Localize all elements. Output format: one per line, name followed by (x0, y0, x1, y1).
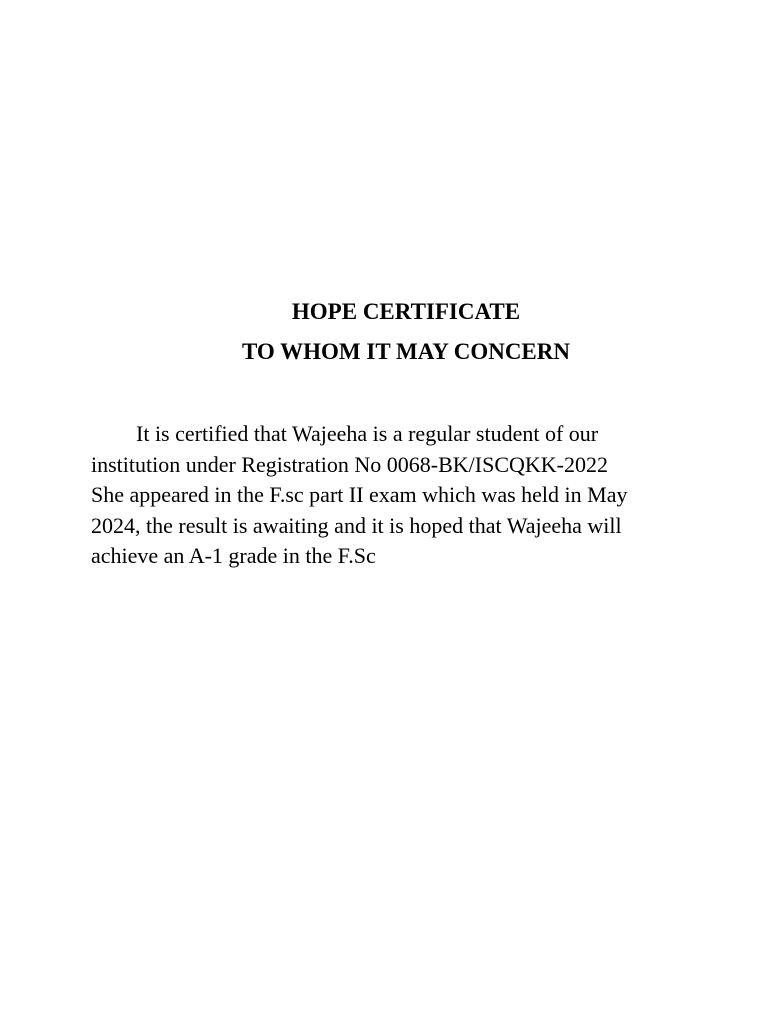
body-line: It is certified that Wajeeha is a regular student of our (136, 421, 599, 446)
document-title: HOPE CERTIFICATE (291, 299, 521, 324)
body-line: achieve an A-1 grade in the F.Sc (91, 543, 376, 568)
body-line: 2024, the result is awaiting and it is hoped that Wajeeha will (91, 512, 622, 538)
document-subtitle: TO WHOM IT MAY CONCERN (241, 339, 570, 364)
certificate-body (91, 419, 691, 572)
body-line: She appeared in the F.sc part II exam which was held in May (91, 482, 628, 507)
body-line: institution under Registration No 0068-BK/ISCQKK-2022 (91, 451, 608, 477)
